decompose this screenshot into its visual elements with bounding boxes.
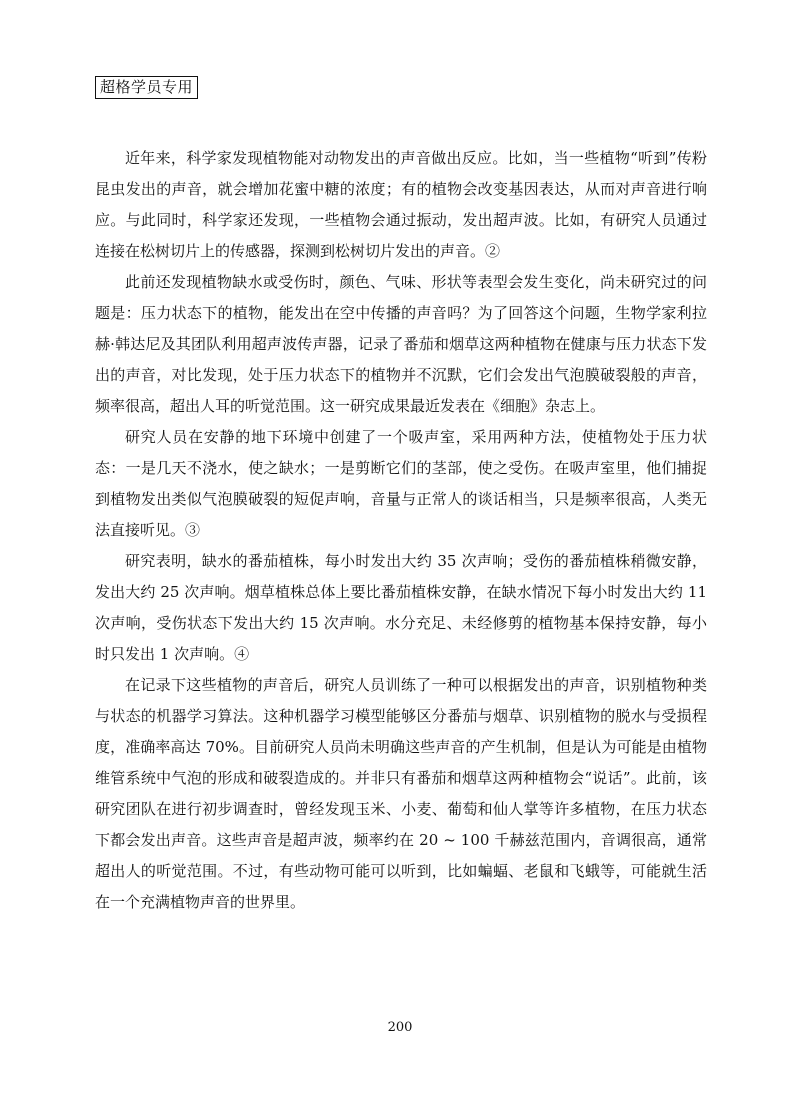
- paragraph-2: 此前还发现植物缺水或受伤时，颜色、气味、形状等表型会发生变化，尚未研究过的问题是：压力状态下的植物，能发出在空中传播的声音吗？为了回答这个问题，生物学家利拉赫·韩达尼及其团队利用超声波传声器，记录了番茄和烟草这两种植物在健康与压力状态下发出的声音，对比发现，处于压力状态下的植物并不沉默，它们会发出气泡膜破裂般的声音，频率很高，超出人耳的听觉范围。这一研究成果最近发表在《细胞》杂志上。: [95, 273, 707, 415]
- paragraph-4: 研究表明，缺水的番茄植株，每小时发出大约 35 次声响；受伤的番茄植株稍微安静，发出大约 25 次声响。烟草植株总体上要比番茄植株安静，在缺水情况下每小时发出大约 11 次声响，受伤状态下发出大约 15 次声响。水分充足、未经修剪的植物基本保持安静，每小时只发出 1 次声响。④: [95, 552, 707, 663]
- article-body: [95, 143, 707, 918]
- paragraph-1: 近年来，科学家发现植物能对动物发出的声音做出反应。比如，当一些植物“听到”传粉昆虫发出的声音，就会增加花蜜中糖的浓度；有的植物会改变基因表达，从而对声音进行响应。与此同时，科学家还发现，一些植物会通过振动，发出超声波。比如，有研究人员通过连接在松树切片上的传感器，探测到松树切片发出的声音。②: [95, 149, 707, 260]
- paragraph-5: 在记录下这些植物的声音后，研究人员训练了一种可以根据发出的声音，识别植物种类与状态的机器学习算法。这种机器学习模型能够区分番茄与烟草、识别植物的脱水与受损程度，准确率高达 70%。目前研究人员尚未明确这些声音的产生机制，但是认为可能是由植物维管系统中气泡的形成和破裂造成的。并非只有番茄和烟草这两种植物会“说话”。此前，该研究团队在进行初步调查时，曾经发现玉米、小麦、葡萄和仙人掌等许多植物，在压力状态下都会发出声音。这些声音是超声波，频率约在 20 ~ 100 千赫兹范围内，音调很高，通常超出人的听觉范围。不过，有些动物可能可以听到，比如蝙蝠、老鼠和飞蛾等，可能就生活在一个充满植物声音的世界里。: [95, 676, 707, 911]
- header-tag: 超格学员专用: [95, 76, 198, 99]
- paragraph-3: 研究人员在安静的地下环境中创建了一个吸声室，采用两种方法，使植物处于压力状态：一是几天不浇水，使之缺水；一是剪断它们的茎部，使之受伤。在吸声室里，他们捕捉到植物发出类似气泡膜破裂的短促声响，音量与正常人的谈话相当，只是频率很高，人类无法直接听见。③: [95, 428, 707, 539]
- page-number: 200: [387, 1020, 413, 1035]
